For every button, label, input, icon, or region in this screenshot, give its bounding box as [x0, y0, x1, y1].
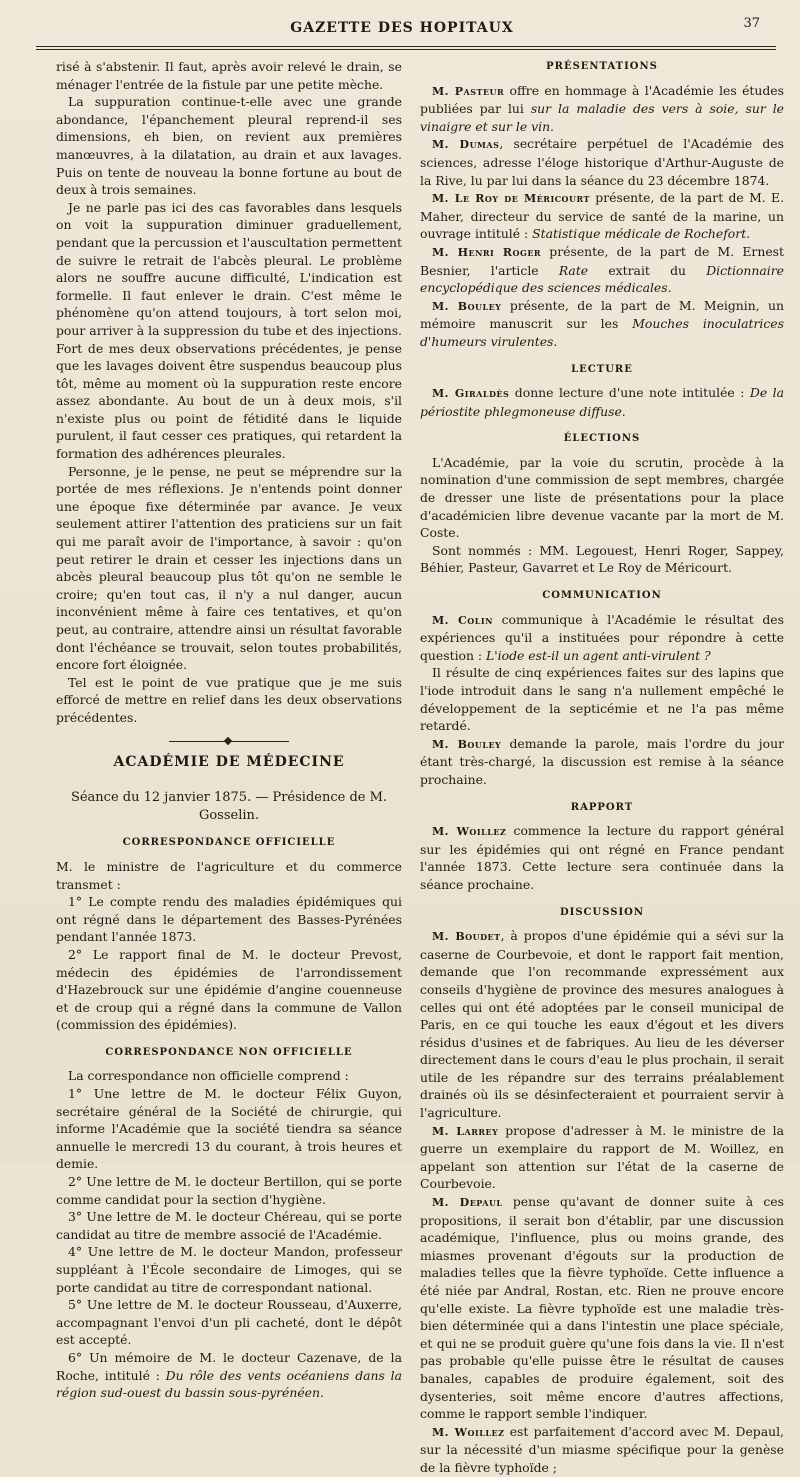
speaker-name: M. Colin [432, 613, 493, 627]
entry [420, 735, 784, 789]
entry-text: commence la lecture du rapport général sur les épidémies qui ont régné en France pendant l'année 1873. Cette lecture sera continuée dans la séance prochaine. [420, 823, 785, 892]
work-title: Rate [558, 262, 589, 278]
speaker-name: M. Boudet [432, 930, 501, 944]
section-separator [169, 741, 289, 742]
speaker-name: M. Bouley [432, 299, 502, 313]
entry [420, 1193, 784, 1423]
paragraph: M. le ministre de l'agriculture et du commerce transmet : [56, 858, 402, 892]
list-item: 2° Le rapport final de M. le docteur Prevost, médecin des épidémies de l'arrondissement d'Hazebrouck sur une épidémie d'angine couenneuse et de croup qui a régné dans la commune de Vallon (commission des épidémies). [56, 946, 402, 1033]
entry [420, 189, 784, 243]
entry-text: , secrétaire perpétuel de l'Académie des sciences, adresse l'éloge historique d'Arthur-Auguste de la Rive, lu par lui dans la séance du 23 décembre 1874. [420, 136, 784, 188]
list-item: 1° Le compte rendu des maladies épidémiques qui ont régné dans le département des Basses-Pyrénées pendant l'année 1873. [56, 894, 402, 945]
list-item: 2° Une lettre de M. le docteur Bertillon, qui se porte comme candidat pour la section d'hygiène. [56, 1174, 402, 1207]
list-item: 4° Une lettre de M. le docteur Mandon, professeur suppléant à l'École secondaire de Limoges, qui se porte candidat au titre de correspondant national. [56, 1244, 402, 1295]
entry [420, 297, 784, 351]
entry [420, 82, 784, 136]
work-title: De la périostite phlegmoneuse diffuse. [420, 385, 784, 419]
subheading-elections: ÉLECTIONS [563, 433, 641, 445]
subheading-lecture: LECTURE [571, 363, 633, 375]
paragraph: Il résulte de cinq expériences faites sur des lapins que l'iode introduit dans le sang n'a nullement empêché le développement de la septicémie et ne l'a pas même retardé. [420, 665, 784, 734]
list-item: 1° Une lettre de M. le docteur Félix Guyon, secrétaire général de la Société de chirurgie, qui informe l'Académie que la société tiendra sa séance annuelle le mercredi 13 du courant, à trois heures et demie. [56, 1086, 402, 1172]
speaker-name: M. Dumas [432, 138, 500, 152]
entry-text: offre en hommage à l'Académie les études publiées par lui [420, 82, 784, 117]
entry-text: est parfaitement d'accord avec M. Depaul, sur la nécessité d'un miasme spécifique pour la genèse de la fièvre typhoïde ; [420, 1423, 784, 1475]
entry [420, 1423, 784, 1477]
page-header [40, 16, 764, 44]
entry-text: présente, de la part de M. Meignin, un mémoire manuscrit sur les [420, 297, 784, 332]
subheading-correspondance-non-officielle: CORRESPONDANCE NON OFFICIELLE [105, 1046, 353, 1058]
entry [420, 1122, 784, 1193]
subheading-correspondance-officielle: CORRESPONDANCE OFFICIELLE [122, 837, 336, 849]
speaker-name: M. Depaul [432, 1196, 503, 1210]
entry [420, 384, 784, 420]
entry-text: pense qu'avant de donner suite à ces propositions, il serait bon d'établir, par une discussion académique, l'influence, plus ou moins grande, des miasmes provenant d'égouts sur la production de maladies telles que la fièvre typhoïde. Cette influence a été niée par Andral, Rostan, etc. Rien ne prouve encore qu'elle existe. La fièvre typhoïde est une maladie très-bien déterminée qui a dans l'intestin une place spéciale, et qui ne se produit guère qu'une fois dans la vie. Il n'est pas probable qu'elle puisse être le résultat de causes banales, capables de produire également, soit des dysenteries, soit même encore d'autres affections, comme le rapport semble l'indiquer. [420, 1194, 785, 1422]
subheading-rapport: RAPPORT [570, 801, 634, 813]
list-item: 5° Une lettre de M. le docteur Rousseau, d'Auxerre, accompagnant l'envoi d'un pli cacheté, dont le dépôt est accepté. [56, 1297, 402, 1348]
paragraph: La correspondance non officielle comprend : [68, 1068, 349, 1084]
entry [420, 243, 784, 297]
speaker-name: M. Pasteur [432, 84, 505, 98]
subheading-communication: COMMUNICATION [542, 590, 662, 602]
entry-text: communique à l'Académie le résultat des expériences qu'il a instituées pour répondre à cette question : [420, 611, 784, 663]
entry-text: demande la parole, mais l'ordre du jour étant très-chargé, la discussion est remise à la séance prochaine. [420, 735, 784, 787]
work-title: Statistique médicale de Rochefort. [532, 226, 751, 242]
entry-text: propose d'adresser à M. le ministre de la guerre un exemplaire du rapport de M. Woillez, en appelant son attention sur l'état de la caserne de Courbevoie. [420, 1122, 784, 1192]
entry [420, 822, 784, 893]
paragraph: Sont nommés : MM. Legouest, Henri Roger, Sappey, Béhier, Pasteur, Gavarret et Le Roy de Méricourt. [420, 542, 784, 576]
speaker-name: M. Henri Roger [432, 245, 542, 259]
work-title: Mouches inoculatrices d'humeurs virulentes. [420, 316, 784, 349]
journal-title: GAZETTE DES HOPITAUX [290, 20, 514, 36]
entry-text: présente, de la part de M. E. Maher, directeur du service de santé de la marine, un ouvrage intitulé : [420, 190, 785, 242]
left-column [56, 58, 402, 1402]
section-title-academie: ACADÉMIE DE MÉDECINE [113, 753, 345, 770]
entry-text: donne lecture d'une note intitulée : [509, 385, 750, 401]
paragraph: Personne, je le pense, ne peut se méprendre sur la portée de mes réflexions. Je n'entends point donner une époque fixe déterminée par avance. Je veux seulement attirer l'attention des praticiens sur un fait qui me paraît avoir de l'importance, à savoir : qu'on peut retirer le drain et cesser les injections dans un abcès pleural beaucoup plus tôt qu'on ne semble le croire; qu'en tout cas, il n'y a nul danger, aucun inconvénient même à faire ces tentatives, et qu'on peut, au contraire, attendre ainsi un résultat favorable dont l'échéance se trouvait, selon toutes probabilités, encore fort éloignée. [56, 463, 402, 673]
right-column [420, 58, 784, 1477]
work-title: L'iode est-il un agent anti-virulent ? [486, 647, 711, 663]
entry [420, 135, 784, 189]
entry-text: , à propos d'une épidémie qui a sévi sur la caserne de Courbevoie, et dont le rapport fait mention, demande que l'on recommande expressément aux conseils d'hygiène de province des mesures analogues à celles qui ont été adoptées par le conseil municipal de Paris, en ce qui touche les eaux d'égout et les divers résidus d'usines et de fabriques. Au lieu de les déverser directement dans le cours d'eau le plus prochain, il serait utile de les répandre sur des terrains préalablement drainés où ils se désinfecteraient et pourraient servir à l'agriculture. [420, 928, 784, 1121]
list-item [56, 1349, 402, 1402]
entry-text: extrait du [588, 262, 707, 278]
paragraph: Je ne parle pas ici des cas favorables dans lesquels on voit la suppuration diminuer graduellement, pendant que la percussion et l'auscultation permettent de suivre le retrait de l'abcès pleural. Le problème alors ne souffre aucune difficulté, L'indication est formelle. Il faut enlever le drain. C'est même le phénomène qu'on attend toujours, à tort selon moi, pour arriver à la suppression du tube et des injections. Fort de mes deux observations précédentes, je pense que les lavages doivent être suspendus beaucoup plus tôt, même au moment où la suppuration reste encore assez abondante. Au bout de un à deux mois, s'il n'existe plus ou point de fétidité dans le liquide purulent, il faut cesser ces pratiques, qui retardent la formation des adhérences pleurales. [56, 199, 402, 462]
speaker-name: M. Giraldès [432, 387, 510, 401]
paragraph: Tel est le point de vue pratique que je me suis efforcé de mettre en relief dans les deux observations précédentes. [56, 674, 402, 725]
subheading-discussion: DISCUSSION [559, 906, 644, 918]
entry [420, 927, 784, 1122]
speaker-name: M. Bouley [432, 737, 502, 751]
item-text: 6° Un mémoire de M. le docteur Cazenave, de la Roche, intitulé : [56, 1349, 402, 1383]
header-rule [36, 46, 776, 50]
speaker-name: M. Larrey [432, 1124, 499, 1138]
speaker-name: M. Woillez [432, 825, 507, 839]
paragraph: La suppuration continue-t-elle avec une grande abondance, l'épanchement pleural reprend-il ses dimensions, eh bien, on revient aux premières manœuvres, à la dilatation, au drain et aux lavages. Puis on tente de nouveau la bonne fortune au bout de deux à trois semaines. [56, 94, 402, 198]
speaker-name: M. Le Roy de Méricourt [432, 192, 590, 206]
work-title: Dictionnaire encyclopédique des sciences médicales. [420, 262, 784, 296]
speaker-name: M. Woillez [432, 1425, 505, 1439]
page-number: 37 [743, 16, 760, 31]
session-line: Séance du 12 janvier 1875. — Présidence de M. Gosselin. [70, 790, 388, 823]
entry [420, 611, 784, 665]
entry-text: présente, de la part de M. Ernest Besnier, l'article [420, 243, 784, 278]
paragraph: L'Académie, par la voie du scrutin, procède à la nomination d'une commission de sept membres, chargée de dresser une liste de présentations pour la place d'académicien libre devenue vacante par la mort de M. Coste. [420, 454, 784, 541]
work-title: sur la maladie des vers à soie, sur le vinaigre et sur le vin. [420, 101, 784, 134]
list-item: 3° Une lettre de M. le docteur Chéreau, qui se porte candidat au titre de membre associé de l'Académie. [56, 1209, 402, 1242]
subheading-presentations: PRÉSENTATIONS [546, 61, 658, 72]
memoir-title: Du rôle des vents océaniens dans la région sud-ouest du bassin sous-pyrénéen. [56, 1367, 402, 1401]
paragraph: risé à s'abstenir. Il faut, après avoir relevé le drain, se ménager l'entrée de la fistule par une petite mèche. [56, 59, 402, 92]
